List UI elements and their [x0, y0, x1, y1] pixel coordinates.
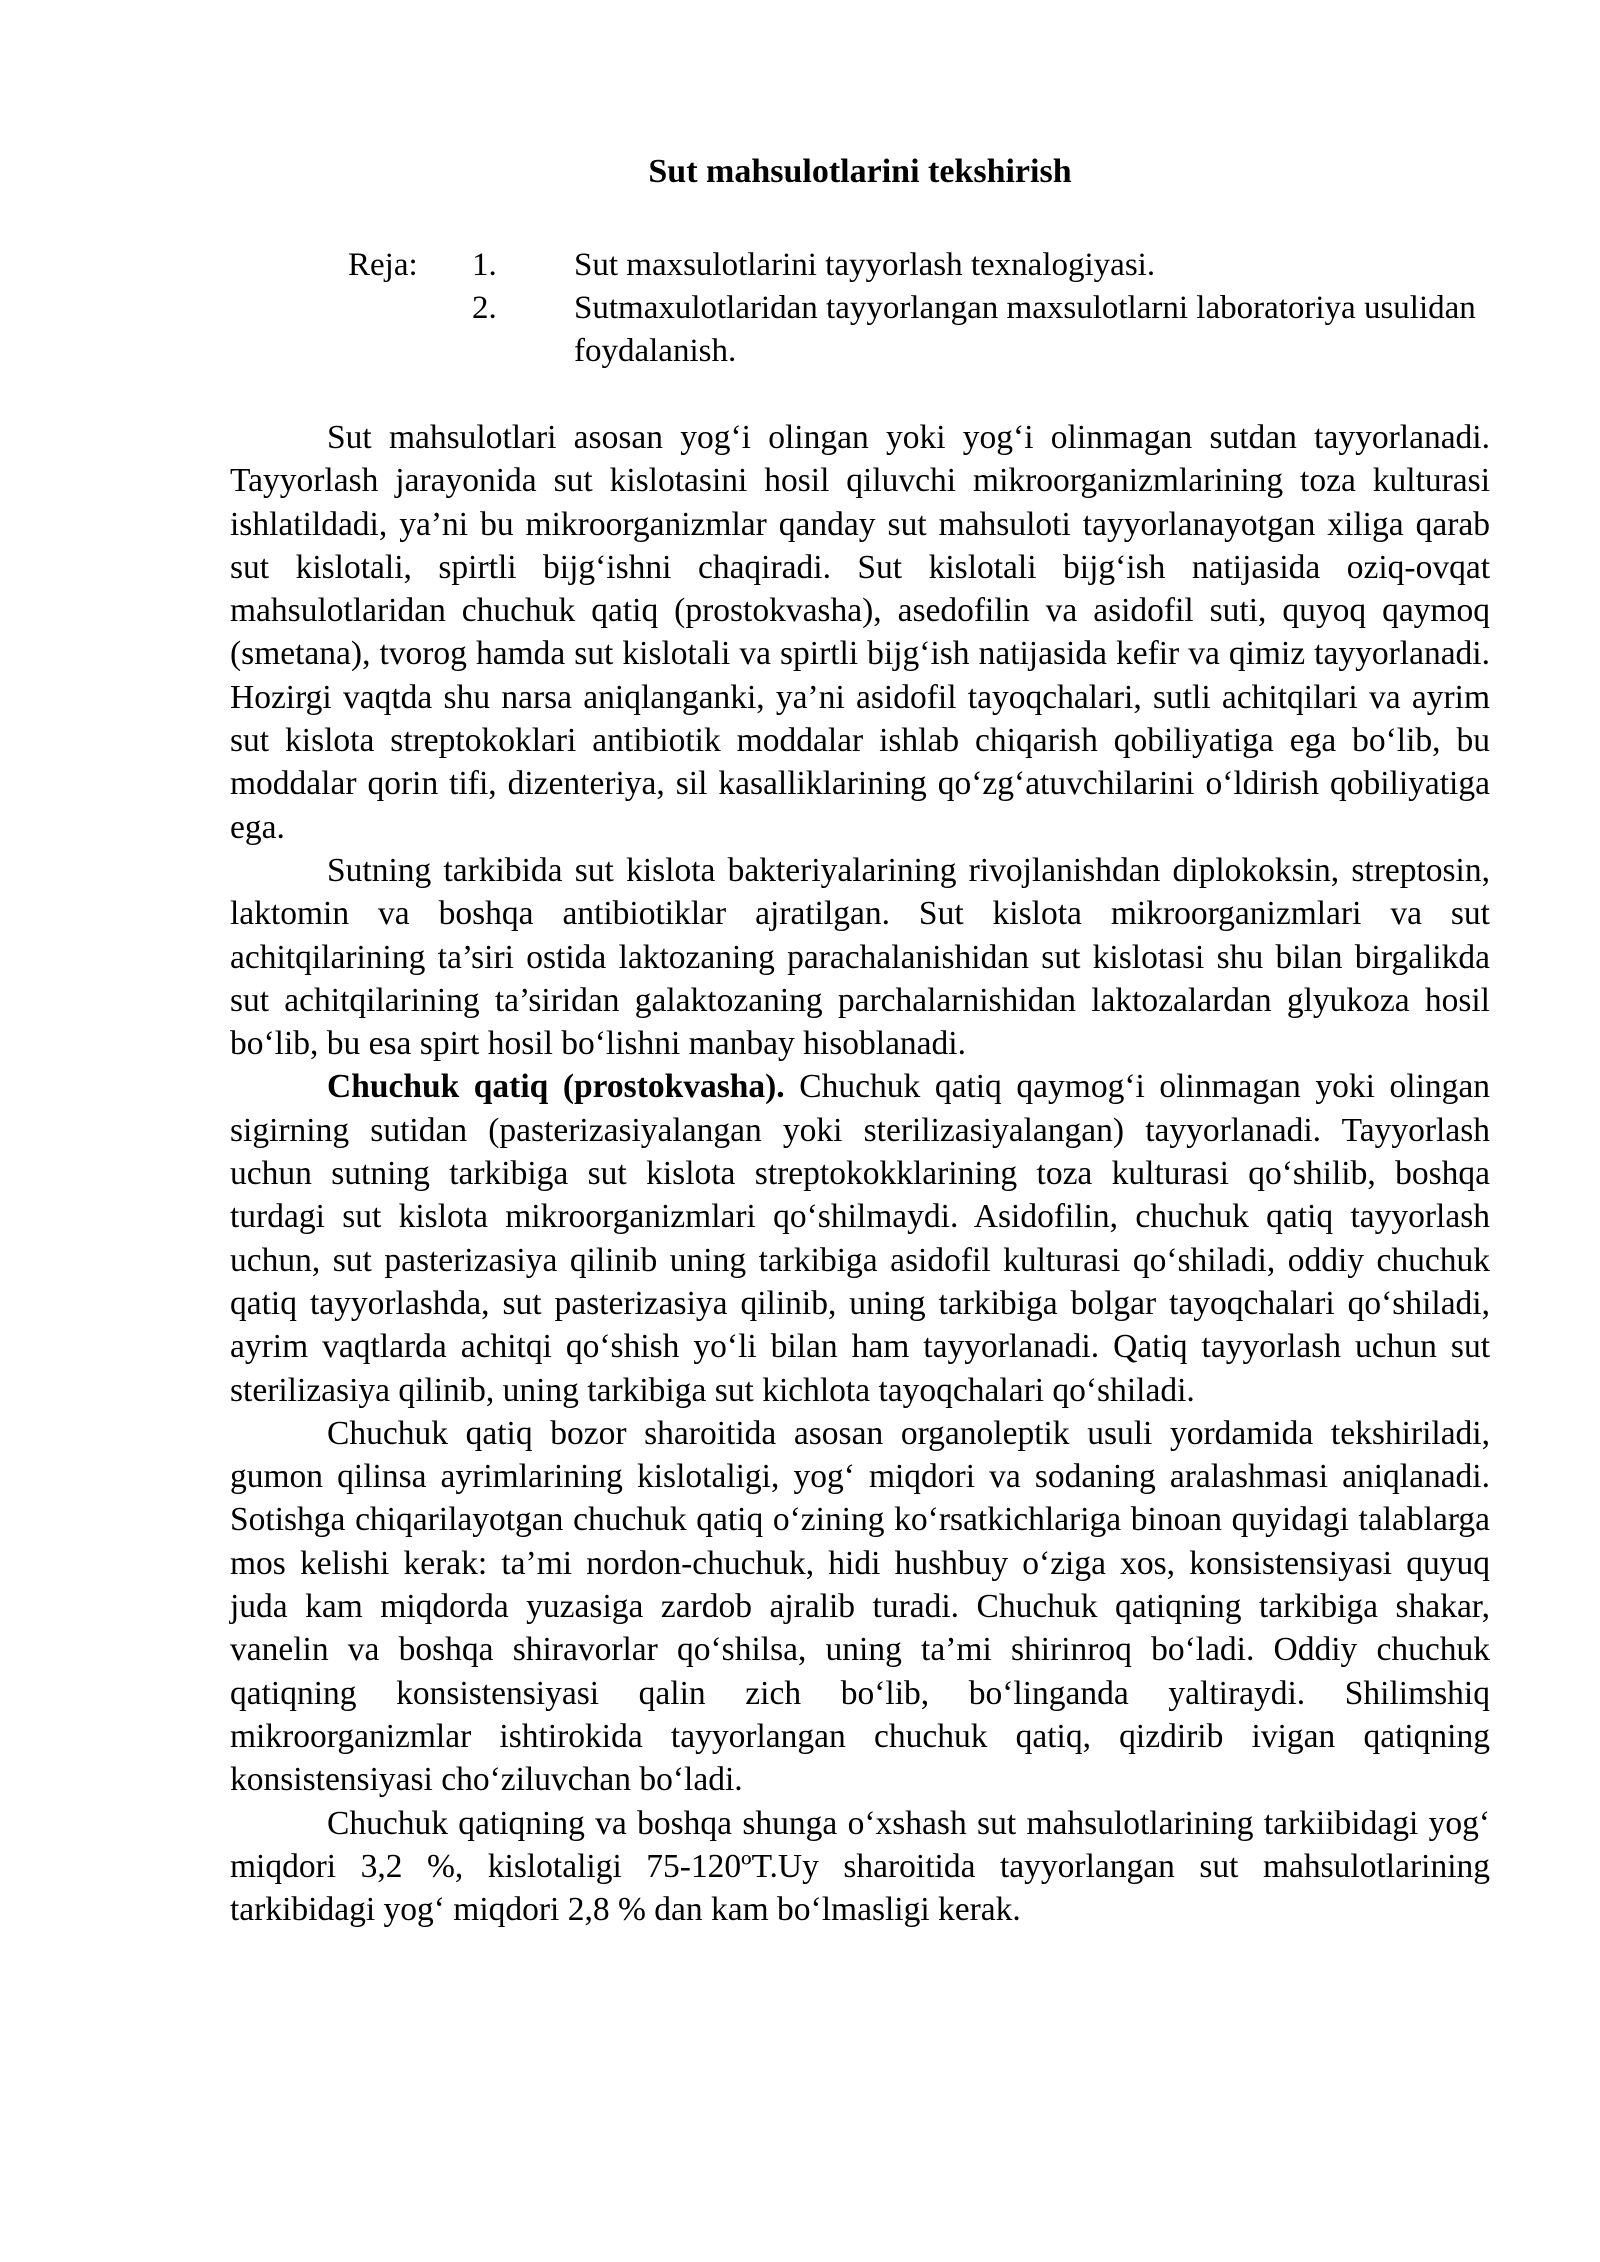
paragraph-text: Sut mahsulotlari asosan yog‘i olingan yoki yog‘i olinmagan sutdan tayyorlanadi. Tayyorlash jarayonida sut kislotasini hosil qiluvchi mikroorganizmlarining toza kulturasi ishlatildadi, ya’ni bu mikroorganizmlar qanday sut mahsuloti tayyorlanayotgan xiliga qarab sut kislotali, spirtli bijg‘ishni chaqiradi. Sut kislotali bijg‘ish natijasida oziq-ovqat mahsulotlaridan chuchuk qatiq (prostokvasha), asedofilin va asidofil suti, quyoq qaymoq (smetana), tvorog hamda sut kislotali va spirtli bijg‘ish natijasida kefir va qimiz tayyorlanadi. Hozirgi vaqtda shu narsa aniqlanganki, ya’ni asidofil tayoqchalari, sutli achitqilari va ayrim sut kislota streptokoklari antibiotik moddalar ishlab chiqarish qobiliyatiga ega bo‘lib, bu moddalar qorin tifi, dizenteriya, sil kasalliklarining qo‘zg‘atuvchilarini o‘ldirish qobiliyatiga ega. — [230, 419, 1490, 846]
paragraph-lead-heading: Chuchuk qatiq (prostokvasha). — [327, 1068, 785, 1106]
plan-label: Reja: — [348, 247, 418, 283]
plan-item — [348, 287, 1488, 373]
paragraph — [230, 416, 1490, 849]
paragraph — [230, 849, 1490, 1065]
plan-label-spacer — [348, 287, 472, 373]
plan-item-text: Sut maxsulotlarini tayyorlash texnalogiyasi. — [574, 247, 1156, 283]
plan-item-number: 1. — [472, 247, 497, 283]
plan-item — [348, 244, 1488, 287]
plan-item-text: Sutmaxulotlaridan tayyorlangan maxsulotlarni laboratoriya usulidan foydalanish. — [574, 290, 1476, 369]
paragraph — [230, 1065, 1490, 1411]
plan-block — [348, 244, 1488, 373]
paragraph — [230, 1412, 1490, 1802]
plan-item-number: 2. — [472, 290, 497, 326]
paragraph — [230, 1802, 1490, 1932]
document-body — [230, 416, 1490, 1931]
document-title: Sut mahsulotlarini tekshirish — [648, 153, 1072, 190]
paragraph-text: Sutning tarkibida sut kislota bakteriyalarining rivojlanishdan diplokoksin, streptosin, laktomin va boshqa antibiotiklar ajratilgan. Sut kislota mikroorganizmlari va sut achitqilarining ta’siri ostida laktozaning parachalanishidan sut kislotasi shu bilan birgalikda sut achitqilarining ta’siridan galaktozaning parchalarnishidan laktozalardan glyukoza hosil bo‘lib, bu esa spirt hosil bo‘lishni manbay hisoblanadi. — [230, 851, 1490, 1063]
paragraph-text: Chuchuk qatiq qaymog‘i olinmagan yoki olingan sigirning sutidan (pasterizasiyalangan yoki sterilizasiyalangan) tayyorlanadi. Tayyorlash uchun sutning tarkibiga sut kislota streptokokklarining toza kulturasi qo‘shilib, boshqa turdagi sut kislota mikroorganizmlari qo‘shilmaydi. Asidofilin, chuchuk qatiq tayyorlash uchun, sut pasterizasiya qilinib uning tarkibiga asidofil kulturasi qo‘shiladi, oddiy chuchuk qatiq tayyorlashda, sut pasterizasiya qilinib, uning tarkibiga bolgar tayoqchalari qo‘shiladi, ayrim vaqtlarda achitqi qo‘shish yo‘li bilan ham tayyorlanadi. Qatiq tayyorlash uchun sut sterilizasiya qilinib, uning tarkibiga sut kichlota tayoqchalari qo‘shiladi. — [230, 1068, 1490, 1409]
paragraph-text: Chuchuk qatiqning va boshqa shunga o‘xshash sut mahsulotlarining tarkiibidagi yog‘ miqdori 3,2 %, kislotaligi 75-120ºT.Uy sharoitida tayyorlangan sut mahsulotlarining tarkibidagi yog‘ miqdori 2,8 % dan kam bo‘lmasligi kerak. — [230, 1804, 1490, 1929]
paragraph-text: Chuchuk qatiq bozor sharoitida asosan organoleptik usuli yordamida tekshiriladi, gumon qilinsa ayrimlarining kislotaligi, yog‘ miqdori va sodaning aralashmasi aniqlanadi. Sotishga chiqarilayotgan chuchuk qatiq o‘zining ko‘rsatkichlariga binoan quyidagi talablarga mos kelishi kerak: ta’mi nordon-chuchuk, hidi hushbuy o‘ziga xos, konsistensiyasi quyuq juda kam miqdorda yuzasiga zardob ajralib turadi. Chuchuk qatiqning tarkibiga shakar, vanelin va boshqa shiravorlar qo‘shilsa, uning ta’mi shirinroq bo‘ladi. Oddiy chuchuk qatiqning konsistensiyasi qalin zich bo‘lib, bo‘linganda yaltiraydi. Shilimshiq mikroorganizmlar ishtirokida tayyorlangan chuchuk qatiq, qizdirib ivigan qatiqning konsistensiyasi cho‘ziluvchan bo‘ladi. — [230, 1414, 1490, 1799]
